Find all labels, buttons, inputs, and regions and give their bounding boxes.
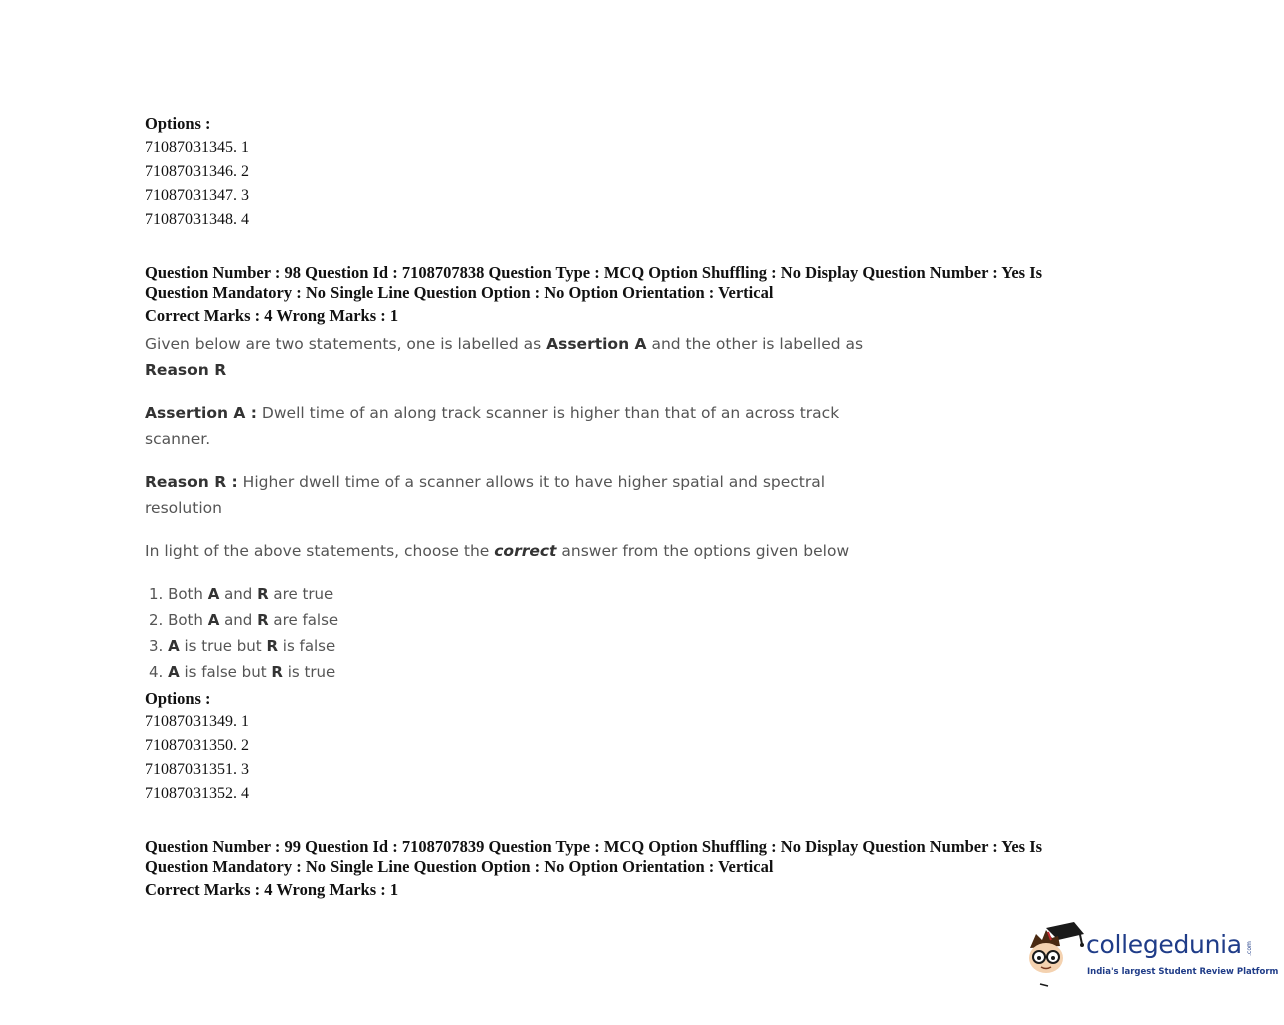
brand-dotcom: .com [1245, 941, 1253, 956]
question-meta-line: Question Mandatory : No Single Line Question Option : No Option Orientation : Vertical [145, 857, 774, 876]
question-intro: Given below are two statements, one is labelled as Assertion A and the other is labelled as [145, 335, 864, 353]
answer-choice: 1. Both A and R are true [149, 585, 334, 603]
question-intro-line2: Reason R [145, 361, 227, 379]
answer-choice: 3. A is true but R is false [149, 637, 336, 655]
question-meta-line: Question Mandatory : No Single Line Question Option : No Option Orientation : Vertical [145, 283, 774, 302]
question-meta-line: Question Number : 99 Question Id : 7108707839 Question Type : MCQ Option Shuffling : No Display Question Number : Yes Is [145, 837, 1043, 856]
option-item: 71087031349. 1 [145, 713, 249, 730]
option-item: 71087031346. 2 [145, 163, 249, 180]
brand-name: collegedunia [1086, 930, 1242, 959]
question-meta-line: Question Number : 98 Question Id : 7108707838 Question Type : MCQ Option Shuffling : No Display Question Number : Yes Is [145, 263, 1043, 282]
assertion-statement-cont: scanner. [145, 430, 211, 448]
brand-tagline: India's largest Student Review Platform [1087, 967, 1279, 977]
question-marks: Correct Marks : 4 Wrong Marks : 1 [145, 306, 399, 325]
reason-statement-cont: resolution [145, 499, 222, 517]
student-mascot-icon [1024, 918, 1086, 988]
option-item: 71087031352. 4 [145, 785, 249, 802]
option-item: 71087031347. 3 [145, 187, 249, 204]
option-item: 71087031351. 3 [145, 761, 249, 778]
options-heading: Options : [145, 689, 211, 708]
answer-choice: 2. Both A and R are false [149, 611, 339, 629]
option-item: 71087031348. 4 [145, 211, 249, 228]
question-prompt: In light of the above statements, choose the correct answer from the options given below [145, 542, 850, 560]
option-item: 71087031345. 1 [145, 139, 249, 156]
assertion-statement: Assertion A : Dwell time of an along track scanner is higher than that of an across track [145, 404, 840, 422]
reason-statement: Reason R : Higher dwell time of a scanner allows it to have higher spatial and spectral [145, 473, 826, 491]
answer-choice: 4. A is false but R is true [149, 663, 336, 681]
question-marks: Correct Marks : 4 Wrong Marks : 1 [145, 880, 399, 899]
options-heading: Options : [145, 114, 211, 133]
option-item: 71087031350. 2 [145, 737, 249, 754]
